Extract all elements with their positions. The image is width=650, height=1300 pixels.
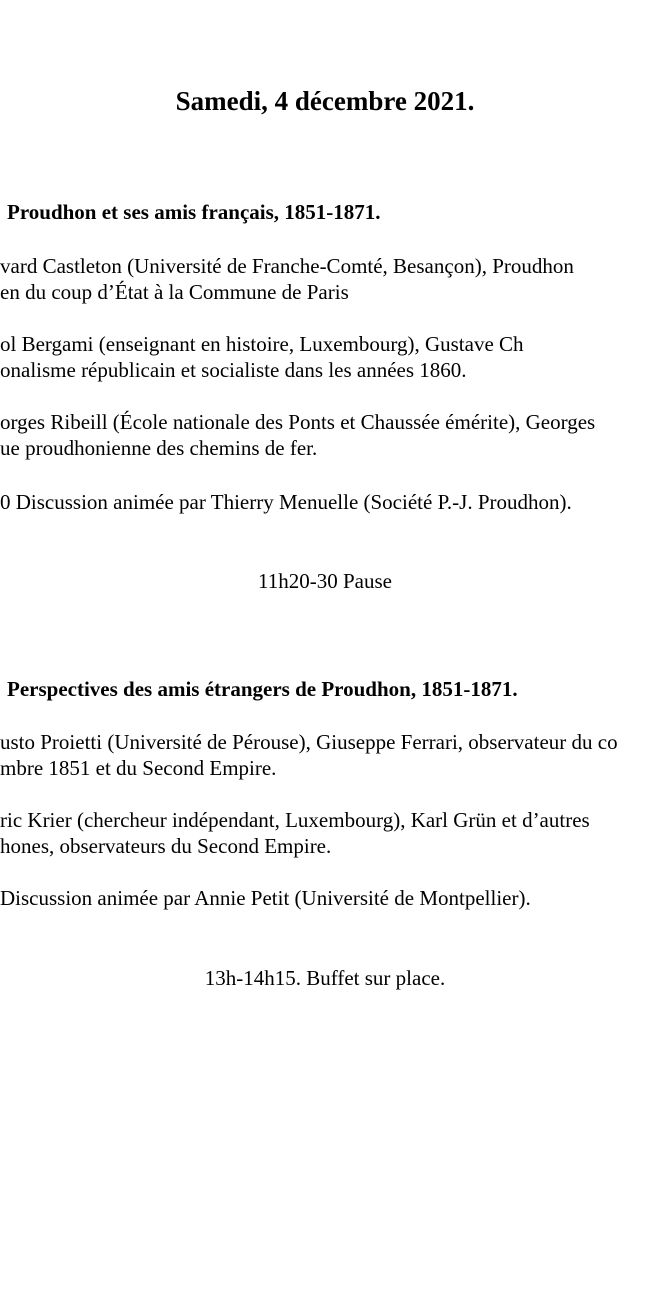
session1-talk3-line2: ue proudhonienne des chemins de fer. (0, 436, 318, 460)
session1-talk1-line1: vard Castleton (Université de Franche-Comté, Besançon), Proudhon (0, 254, 574, 278)
session1-heading: Proudhon et ses amis français, 1851-1871. (7, 200, 381, 224)
session2-talk2-line2: hones, observateurs du Second Empire. (0, 834, 332, 858)
session2-heading: Perspectives des amis étrangers de Proudhon, 1851-1871. (7, 677, 518, 701)
session2-talk2-line1: ric Krier (chercheur indépendant, Luxembourg), Karl Grün et d’autres (0, 808, 590, 832)
session2-discussion: Discussion animée par Annie Petit (Université de Montpellier). (0, 886, 531, 910)
page-title: Samedi, 4 décembre 2021. (175, 86, 475, 116)
session1-talk2-line1: ol Bergami (enseignant en histoire, Luxembourg), Gustave Ch (0, 332, 524, 356)
buffet-line: 13h-14h15. Buffet sur place. (204, 966, 446, 990)
session2-talk1-line2: mbre 1851 et du Second Empire. (0, 756, 277, 780)
session2-talk1-line1: usto Proietti (Université de Pérouse), Giuseppe Ferrari, observateur du co (0, 730, 618, 754)
pause-line: 11h20-30 Pause (258, 569, 392, 593)
session1-discussion: 0 Discussion animée par Thierry Menuelle (Société P.-J. Proudhon). (0, 490, 572, 514)
session1-talk3-line1: orges Ribeill (École nationale des Ponts et Chaussée émérite), Georges (0, 410, 596, 434)
session1-talk2-line2: onalisme républicain et socialiste dans les années 1860. (0, 358, 467, 382)
session1-talk1-line2: en du coup d’État à la Commune de Paris (0, 280, 349, 304)
